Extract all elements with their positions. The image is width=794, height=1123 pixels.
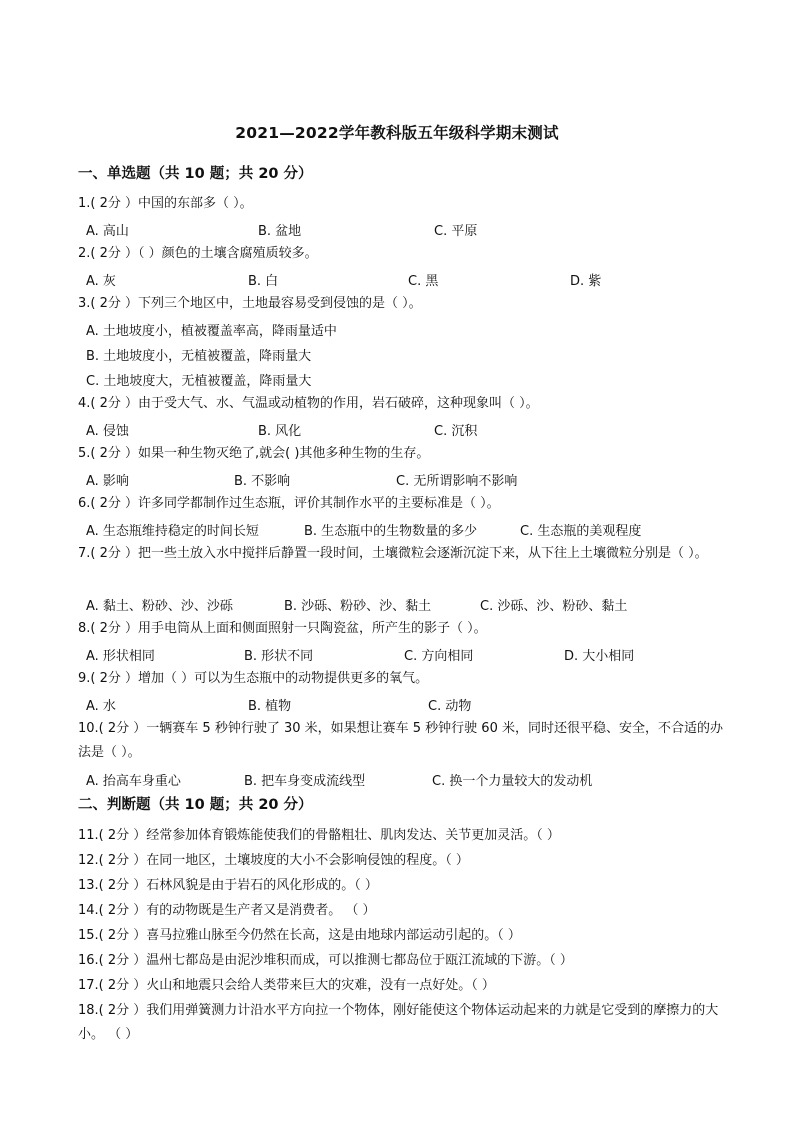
question-3-option-b [86, 345, 726, 365]
section-title-judgement: 二、判断题（共 10 题；共 20 分） [78, 797, 313, 813]
question-2-options [86, 270, 726, 290]
option-b: B. 生态瓶中的生物数量的多少 [304, 524, 478, 539]
option-a: A. 影响 [86, 474, 129, 489]
option-a: A. 生态瓶维持稳定的时间长短 [86, 524, 259, 539]
question-8: 8.( 2分 ）用手电筒从上面和侧面照射一只陶瓷盆，所产生的影子（ ）。 [78, 621, 487, 636]
question-17: 17.( 2分 ）火山和地震只会给人类带来巨大的灾难，没有一点好处。（ ） [78, 978, 495, 993]
option-c: C. 沙砾、沙、粉砂、黏土 [480, 599, 628, 614]
question-5-options [86, 470, 726, 490]
question-6: 6.( 2分 ）许多同学都制作过生态瓶，评价其制作水平的主要标准是（ ）。 [78, 496, 500, 511]
question-13: 13.( 2分 ）石林风貌是由于岩石的风化形成的。（ ） [78, 878, 378, 893]
question-9-options [86, 695, 726, 715]
option-c: C. 换一个力量较大的发动机 [432, 774, 593, 789]
option-c: C. 土地坡度大，无植被覆盖，降雨量大 [86, 374, 312, 389]
exam-title: 2021—2022学年教科版五年级科学期末测试 [235, 124, 559, 142]
option-c: C. 沉积 [434, 424, 478, 439]
option-b: B. 把车身变成流线型 [244, 774, 366, 789]
question-10-options [86, 770, 726, 790]
option-a: A. 形状相同 [86, 649, 155, 664]
option-c: C. 黑 [408, 274, 439, 289]
question-7-options [86, 595, 726, 615]
option-a: A. 灰 [86, 274, 116, 289]
question-14: 14.( 2分 ）有的动物既是生产者又是消费者。 （ ） [78, 903, 376, 918]
option-b: B. 不影响 [234, 474, 291, 489]
option-d: D. 大小相同 [564, 649, 635, 664]
option-d: D. 紫 [570, 274, 602, 289]
question-4: 4.( 2分 ）由于受大气、水、气温或动植物的作用，岩石破碎，这种现象叫（ ）。 [78, 396, 539, 411]
option-a: A. 黏土、粉砂、沙、沙砾 [86, 599, 233, 614]
question-5: 5.( 2分 ）如果一种生物灭绝了,就会( )其他多种生物的生存。 [78, 446, 430, 461]
option-b: B. 风化 [258, 424, 302, 439]
option-a: A. 抬高车身重心 [86, 774, 181, 789]
question-8-options [86, 645, 726, 665]
option-b: B. 植物 [248, 699, 292, 714]
question-15: 15.( 2分 ）喜马拉雅山脉至今仍然在长高，这是由地球内部运动引起的。（ ） [78, 928, 521, 943]
question-9: 9.( 2分 ）增加（ ）可以为生态瓶中的动物提供更多的氧气。 [78, 671, 429, 686]
question-12: 12.( 2分 ）在同一地区，土壤坡度的大小不会影响侵蚀的程度。（ ） [78, 853, 469, 868]
option-b: B. 白 [248, 274, 279, 289]
question-1-options [86, 220, 726, 240]
question-4-options [86, 420, 726, 440]
option-c: C. 生态瓶的美观程度 [520, 524, 642, 539]
option-a: A. 土地坡度小，植被覆盖率高，降雨量适中 [86, 324, 337, 339]
section-title-single-choice: 一、单选题（共 10 题；共 20 分） [78, 166, 313, 182]
question-1: 1.( 2分 ）中国的东部多（ ）。 [78, 196, 253, 211]
question-3-option-c [86, 370, 726, 390]
question-11: 11.( 2分 ）经常参加体育锻炼能使我们的骨骼粗壮、肌肉发达、关节更加灵活。（ ） [78, 828, 560, 843]
option-b: B. 盆地 [258, 224, 302, 239]
question-18: 18.( 2分 ）我们用弹簧测力计沿水平方向拉一个物体，刚好能使这个物体运动起来的力就是它受到的摩擦力的大小。 （ ） [78, 1003, 719, 1042]
option-c: C. 方向相同 [404, 649, 474, 664]
option-c: C. 平原 [434, 224, 478, 239]
question-10: 10.( 2分 ）一辆赛车 5 秒钟行驶了 30 米，如果想让赛车 5 秒钟行驶 60 米，同时还很平稳、安全，不合适的办法是（ ）。 [78, 721, 723, 760]
option-a: A. 高山 [86, 224, 129, 239]
option-c: C. 无所谓影响不影响 [396, 474, 518, 489]
option-a: A. 侵蚀 [86, 424, 129, 439]
question-7: 7.( 2分 ）把一些土放入水中搅拌后静置一段时间，土壤微粒会逐渐沉淀下来，从下往上土壤微粒分别是（ ）。 [78, 546, 708, 561]
option-b: B. 土地坡度小，无植被覆盖，降雨量大 [86, 349, 312, 364]
option-b: B. 形状不同 [244, 649, 314, 664]
question-3-option-a [86, 320, 726, 340]
question-2: 2.( 2分 ）（ ）颜色的土壤含腐殖质较多。 [78, 246, 318, 261]
question-3: 3.( 2分 ）下列三个地区中，土地最容易受到侵蚀的是（ ）。 [78, 296, 422, 311]
question-6-options [86, 520, 726, 540]
option-b: B. 沙砾、粉砂、沙、黏土 [284, 599, 432, 614]
option-a: A. 水 [86, 699, 116, 714]
option-c: C. 动物 [428, 699, 472, 714]
question-16: 16.( 2分 ）温州七都岛是由泥沙堆积而成，可以推测七都岛位于瓯江流域的下游。（ ） [78, 953, 573, 968]
